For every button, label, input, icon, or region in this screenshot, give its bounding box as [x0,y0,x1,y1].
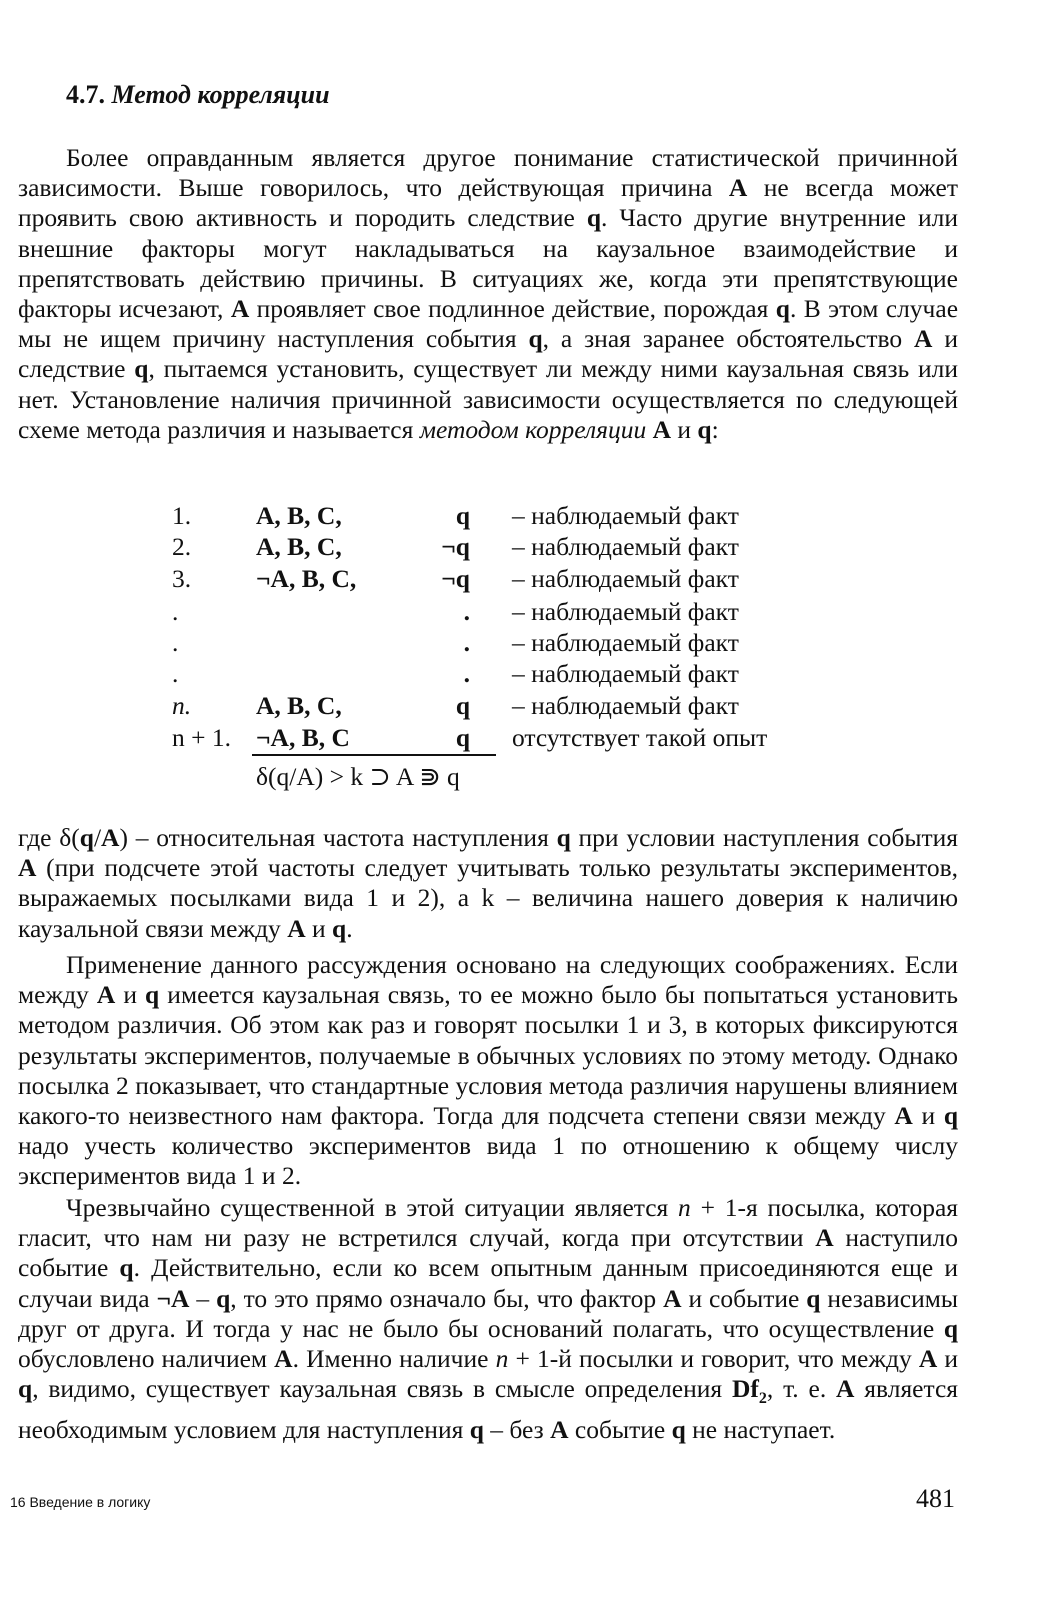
schema-row-premise: A, B, C, [256,691,342,720]
schema-row-premise: ¬A, B, C [256,723,350,752]
paragraph-3: Применение данного рассуждения основано на следующих соображениях. Если между A и q имеется каузальная связь, то ее можно было бы попытаться установить методом различия. Об этом как раз и говорят посылки 1 и 3, в которых фиксируются результаты экспериментов, получаемые в обычных условиях по этому методу. Однако посылка 2 показывает, что стандартные условия метода различия нарушены влиянием какого-то неизвестного нам фактора. Тогда для подсчета степени связи между A и q надо учесть количество экспериментов вида 1 по отношению к общему числу экспериментов вида 1 и 2. [18,950,958,1191]
conclusion-rule [252,754,496,756]
schema-row-result: q [455,501,470,530]
schema-row-number: . [172,597,179,626]
schema-row-result: . [463,628,470,657]
schema-row-number: 3. [172,564,192,593]
section-title: Метод корреляции [111,80,330,109]
schema-row-premise: A, B, C, [256,532,342,561]
paragraph-1: Более оправданным является другое понимание статистической причинной зависимости. Выше говорилось, что действующая причина A не всегда может проявить свою активность и породить следствие q. Часто другие внутренние или внешние факторы могут накладываться на каузальное взаимодействие и препятствовать действию причины. В ситуациях же, когда эти препятствующие факторы исчезают, A проявляет свое подлинное действие, порождая q. В этом случае мы не ищем причину наступления события q, а зная заранее обстоятельство A и следствие q, пытаемся установить, существует ли между ними каузальная связь или нет. Установление наличия причинной зависимости осуществляется по следующей схеме метода различия и называется методом корреляции A и q: [18,143,959,444]
schema-conclusion: δ(q/A) > k ⊃ A ⋑ q [256,762,460,791]
schema-row-number: n + 1. [172,723,232,752]
paragraph-4: Чрезвычайно существенной в этой ситуации является n + 1-я посылка, которая гласит, что нам ни разу не встретился случай, когда при отсутствии A наступило событие q. Действительно, если ко всем опытным данным присоединяются еще и случаи вида ¬A – q, то это прямо означало бы, что фактор A и событие q независимы друг от друга. И тогда у нас не было бы оснований полагать, что осуществление q обусловлено наличием A. Именно наличие n + 1-й посылки и говорит, что между A и q, видимо, существует каузальная связь в смысле определения $Df_2$, т. е. A является необходимым условием для наступления q – без A событие q не наступает. [18,1193,959,1444]
footer-signature: 16 Введение в логику [10,1494,151,1510]
schema-row-description: – наблюдаемый факт [512,532,739,561]
schema-row-result: . [463,659,470,688]
schema-row-number: n. [172,691,192,720]
section-number: 4.7. [66,80,105,109]
schema-row-result: ¬q [441,564,470,593]
schema-row-description: – наблюдаемый факт [512,501,739,530]
schema-row-description: отсутствует такой опыт [512,723,768,752]
schema-row-result: q [455,723,470,752]
schema-row-number: . [172,659,179,688]
schema-row-number: 1. [172,501,192,530]
schema-row-result: q [455,691,470,720]
schema-row-description: – наблюдаемый факт [512,691,739,720]
schema-row-description: – наблюдаемый факт [512,564,739,593]
schema-row-description: – наблюдаемый факт [512,597,739,626]
schema-row-premise: A, B, C, [256,501,342,530]
schema-row-premise: ¬A, B, C, [256,564,357,593]
schema-row-description: – наблюдаемый факт [512,659,739,688]
paragraph-2: где δ(q/A) – относительная частота наступления q при условии наступления события A (при подсчете этой частоты следует учитывать только результаты экспериментов, выражаемых посылками вида 1 и 2), а k – величина нашего доверия к наличию каузальной связи между A и q. [18,823,958,943]
schema-row-number: . [172,628,179,657]
section-heading [66,80,330,110]
schema-row-number: 2. [172,532,192,561]
page-number: 481 [916,1484,955,1513]
schema-row-result: . [463,597,470,626]
schema-row-description: – наблюдаемый факт [512,628,739,657]
schema-row-result: ¬q [441,532,470,561]
